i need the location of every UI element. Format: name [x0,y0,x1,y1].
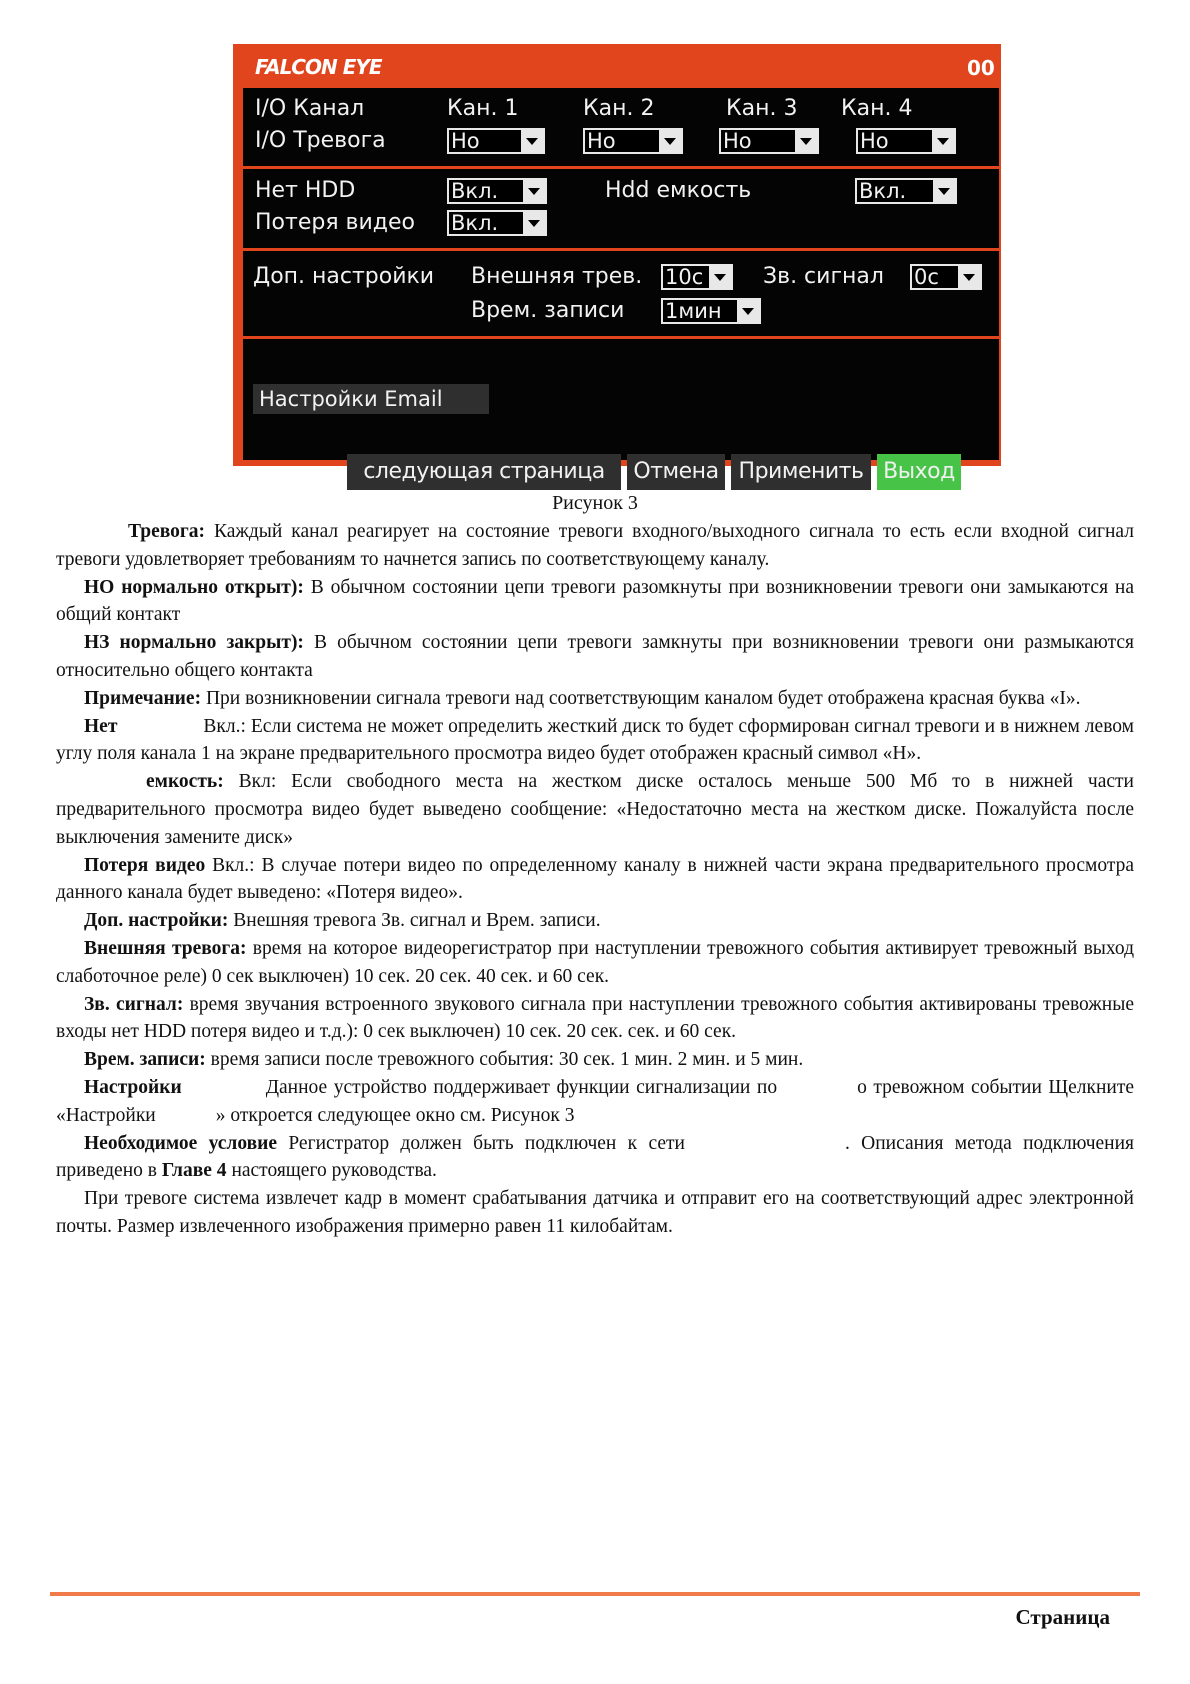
exit-button[interactable]: Выход [877,454,961,490]
paragraph-text: В обычном состоянии цепи тревоги замкнуты при возникновении тревоги они размыкаются относительно общего контакта [56,632,1134,681]
select-value: Но [587,129,616,153]
paragraph-settings [56,1074,1134,1130]
document-body [56,518,1134,1241]
paragraph-email [56,1185,1134,1241]
paragraph-rec-time [56,1046,1134,1074]
select-value: 0с [914,265,939,289]
term: Внешняя тревога: [84,937,247,959]
term: Потеря видео [84,854,206,876]
term: Главе 4 [161,1160,227,1182]
paragraph-text: Регистратор должен быть подключен к сети [277,1132,685,1154]
chevron-down-icon [523,212,545,234]
dvr-alarm-settings-screenshot [233,44,1001,484]
video-loss-label: Потеря видео [255,210,416,235]
divider [243,336,999,339]
rec-time-label: Врем. записи [471,298,625,323]
select-value: Вкл. [451,211,499,235]
dvr-settings-panel [243,88,999,484]
chevron-down-icon [737,300,759,322]
paragraph-note [56,685,1134,713]
no-hdd-label: Нет HDD [255,178,356,203]
select-value: 10с [665,265,704,289]
paragraph-text: Каждый канал реагирует на состояние тревоги входного/выходного сигнала то есть если входной сигнал тревоги удовлетворяет требованиям то начнется запись по соответствующему каналу. [56,521,1134,570]
page-footer-label: Страница [1015,1605,1110,1629]
hdd-capacity-label: Hdd емкость [605,178,752,203]
term: НО нормально открыт): [84,576,304,598]
chevron-down-icon [958,266,980,288]
channel-2-header: Кан. 2 [583,96,655,121]
channel-3-header: Кан. 3 [726,96,798,121]
paragraph-text: Вкл: Если свободного места на жестком диске осталось меньше 500 Мб то в нижней части предварительного просмотра видео будет выведено сообщение: «Недостаточно места на жестком диске. Пожалуйста после выключения замените диск» [56,771,1134,848]
paragraph-text: Вкл.: В случае потери видео по определенному каналу в нижней части экрана предварительного просмотра данного канала будет выведено: «Потеря видео». [56,854,1134,904]
chevron-down-icon [659,130,681,152]
paragraph-ext-alarm [56,935,1134,991]
hdd-capacity-select[interactable] [855,178,957,204]
paragraph-text: При возникновении сигнала тревоги над соответствующим каналом будет отображена красная буква «I». [201,687,1081,709]
divider [243,248,999,251]
paragraph-text: » откроется следующее окно см. Рисунок 3 [215,1104,575,1126]
paragraph-text: время на которое видеорегистратор при наступлении тревожного события активирует тревожный выход слаботочное реле) 0 сек выключен) 10 сек. 20 сек. 40 сек. и 60 сек. [56,937,1134,987]
video-loss-select[interactable] [447,210,547,236]
paragraph-text: настоящего руководства. [226,1160,437,1182]
select-value: 1мин [665,299,722,323]
io-channel-label: I/O Канал [255,96,365,121]
extra-settings-label: Доп. настройки [253,264,435,289]
paragraph-no-hdd [56,713,1134,769]
alarm-type-select-3[interactable] [719,128,819,154]
ext-alarm-label: Внешняя трев. [471,264,643,289]
term: НЗ нормально закрыт): [84,632,304,654]
paragraph-requirement [56,1130,1134,1186]
select-value: Но [451,129,480,153]
paragraph-nz [56,629,1134,685]
paragraph-text: . Описания метода подключения приведено в [56,1132,1134,1182]
paragraph-text: время звучания встроенного звукового сигнала при наступлении тревожного события активированы тревожные входы нет HDD потеря видео и т.д.): 0 сек выключен) 10 сек. 20 сек. сек. и 60 сек. [56,993,1134,1043]
cancel-button[interactable]: Отмена [627,454,725,490]
select-value: Вкл. [859,179,907,203]
chevron-down-icon [521,130,543,152]
footer-divider [50,1592,1140,1596]
buzzer-select[interactable] [910,264,982,290]
channel-4-header: Кан. 4 [841,96,913,121]
term: Настройки [84,1076,182,1098]
falcon-eye-logo: FALCON EYE [255,55,382,79]
alarm-type-select-4[interactable] [856,128,956,154]
divider [243,166,999,169]
chevron-down-icon [709,266,731,288]
paragraph-text: При тревоге система извлечет кадр в момент срабатывания датчика и отправит его на соответствующий адрес электронной почты. Размер извлеченного изображения примерно равен 11 килобайтам. [56,1188,1134,1237]
chevron-down-icon [523,180,545,202]
paragraph-alarm [56,518,1134,574]
apply-button[interactable]: Применить [731,454,871,490]
paragraph-video-loss [56,852,1134,908]
buzzer-label: Зв. сигнал [763,264,884,289]
paragraph-text: В обычном состоянии цепи тревоги разомкнуты при возникновении тревоги они замыкаются на общий контакт [56,576,1135,626]
paragraph-capacity [56,768,1134,851]
paragraph-text: Вкл.: Если система не может определить жесткий диск то будет сформирован сигнал тревоги и в нижнем левом углу поля канала 1 на экране предварительного просмотра видео будет отображен красный символ «H». [56,715,1134,765]
paragraph-text: о тревожном событии Щелкните «Настройки [56,1076,1135,1126]
no-hdd-select[interactable] [447,178,547,204]
select-value: Но [860,129,889,153]
channel-1-header: Кан. 1 [447,96,519,121]
select-value: Но [723,129,752,153]
term: Врем. записи: [84,1049,206,1071]
term: Доп. настройки: [84,910,229,932]
term: Примечание: [84,687,202,709]
paragraph-text: Данное устройство поддерживает функции сигнализации по [265,1076,778,1098]
next-page-button[interactable]: следующая страница [347,454,621,490]
chevron-down-icon [933,180,955,202]
email-settings-button[interactable]: Настройки Email [253,384,489,414]
paragraph-no [56,574,1134,630]
ext-alarm-select[interactable] [661,264,733,290]
chevron-down-icon [932,130,954,152]
figure-caption: Рисунок 3 [552,492,638,514]
paragraph-extra [56,907,1134,935]
term: Тревога: [128,521,206,542]
alarm-type-select-2[interactable] [583,128,683,154]
rec-time-select[interactable] [661,298,761,324]
paragraph-buzzer [56,991,1134,1047]
paragraph-text: время записи после тревожного события: 30 сек. 1 мин. 2 мин. и 5 мин. [205,1049,804,1071]
chevron-down-icon [795,130,817,152]
paragraph-text: Внешняя тревога Зв. сигнал и Врем. записи. [228,910,601,932]
term: Нет [84,715,118,737]
alarm-type-select-1[interactable] [447,128,545,154]
term: емкость: [146,771,224,793]
term: Необходимое условие [84,1132,278,1154]
io-alarm-label: I/O Тревога [255,128,386,153]
term: Зв. сигнал: [84,993,184,1015]
corner-icon: 00 [967,56,995,80]
select-value: Вкл. [451,179,499,203]
